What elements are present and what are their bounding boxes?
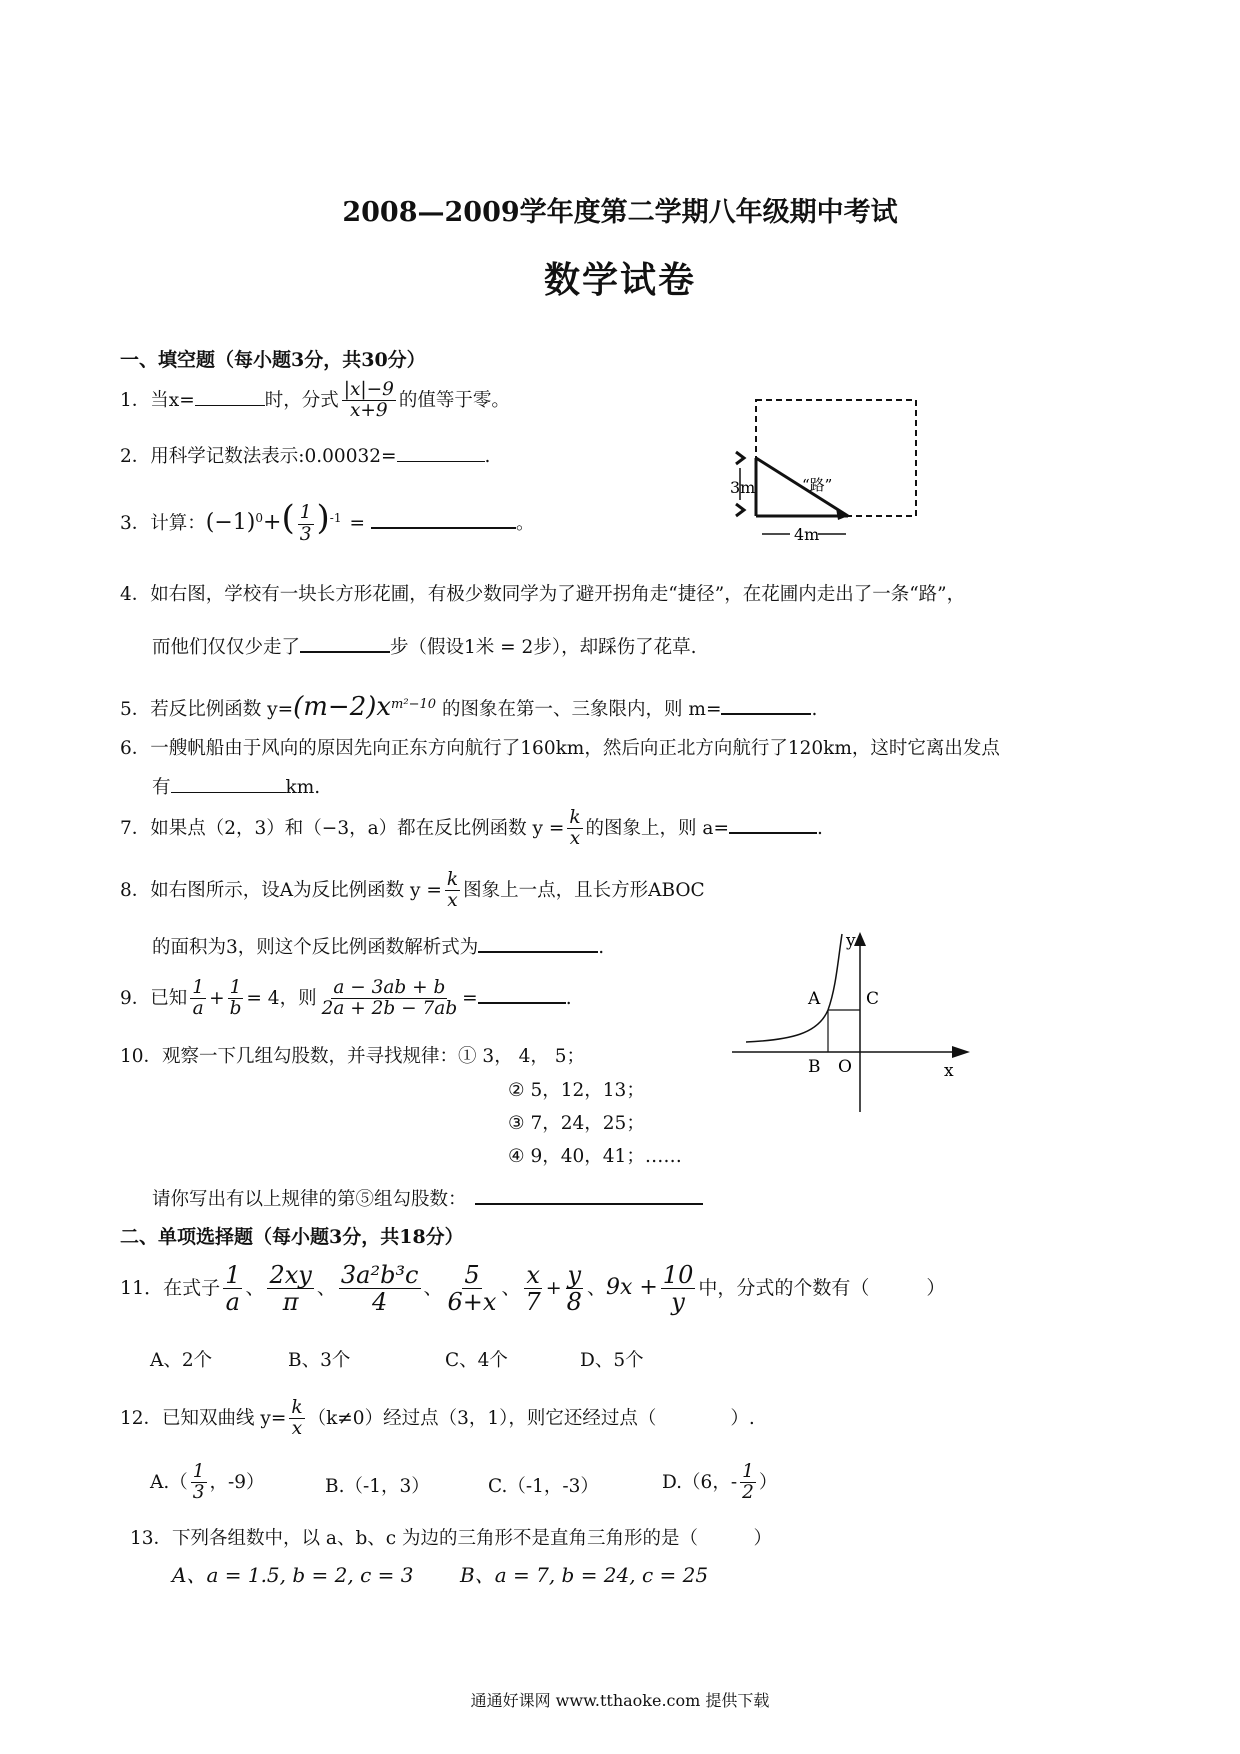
q2-text: 2．用科学记数法表示:0.00032= [120, 446, 397, 467]
q8-post: . [598, 937, 605, 958]
q5-exponent: m²−10 [391, 696, 437, 712]
question-6-line2 [152, 774, 320, 799]
question-8-line2 [152, 933, 604, 959]
q8-mid: 图象上一点，且长方形ABOC [463, 879, 705, 901]
y-axis-label: y [846, 931, 856, 951]
point-a-label: A [808, 989, 821, 1009]
q8-pre: 8．如右图所示，设A为反比例函数 y = [120, 879, 442, 901]
fraction: $\frac{5}{6+x}$ [447, 1261, 497, 1317]
q1-pre: 1．当x= [120, 389, 195, 411]
question-6 [120, 738, 1000, 760]
q12-option-a[interactable]: A.（ $\frac{1}{3}$ ，-9） [150, 1461, 265, 1504]
q3-exponent: 0 [255, 510, 264, 525]
answer-blank[interactable] [171, 774, 286, 793]
q10-row-2: ② 5，12，13； [508, 1080, 645, 1101]
paper-subtitle: 数学试卷 [543, 259, 696, 301]
question-4 [120, 584, 965, 606]
q5-mid: 的图象在第一、三象限内，则 m= [442, 699, 722, 720]
y-axis-arrow-icon [854, 932, 866, 946]
x-axis-arrow-icon [952, 1046, 970, 1058]
q5-pre: 5．若反比例函数 y= [120, 699, 294, 720]
q11-term7: 9x + [605, 1274, 658, 1300]
q5-post: . [811, 699, 818, 720]
section-2-heading: 二、单项选择题（每小题3分，共18分） [120, 1226, 464, 1248]
fraction: $\frac{10}{y}$ [662, 1261, 694, 1317]
q13-option-b[interactable]: B、a = 7, b = 24, c = 25 [460, 1563, 709, 1587]
fraction: $\frac{k}{x}$ [569, 807, 581, 850]
q3-plus: + [263, 510, 282, 535]
q6-line1: 6．一艘帆船由于风向的原因先向正东方向航行了160km，然后向正北方向航行了120km，这时它离出发点 [120, 738, 1000, 759]
q12-pre: 12．已知双曲线 y= [120, 1407, 287, 1429]
question-2 [120, 443, 490, 468]
origin-label: O [838, 1057, 852, 1077]
exam-title: 2008—2009学年度第二学期八年级期中考试 [342, 197, 898, 228]
footer-source: 通通好课网 www.tthaoke.com 提供下载 [470, 1691, 770, 1710]
q11-option-c[interactable]: C、4个 [445, 1350, 508, 1371]
answer-blank[interactable] [371, 509, 516, 529]
q3-post: 。 [516, 513, 535, 534]
garden-rectangle [756, 400, 916, 516]
width-label: 4m [794, 525, 820, 544]
question-12 [120, 1398, 755, 1440]
question-1 [120, 380, 510, 422]
answer-blank[interactable] [478, 933, 598, 953]
fraction: $\frac{y}{8}$ [566, 1261, 582, 1317]
q7-mid: 的图象上，则 a= [585, 817, 729, 839]
question-3: 3．计算：$(-1)^0+$( $\frac{1}{3}$ )$^{-1}$ = 。 [120, 498, 535, 545]
point-b-label: B [808, 1057, 821, 1077]
q1-post: 的值等于零。 [398, 389, 510, 411]
q1-mid: 时，分式 [264, 389, 339, 411]
fraction: $\frac{a - 3ab + b}{2a + 2b - 7ab}$ [321, 977, 458, 1020]
q10-row-3: ③ 7，24，25； [508, 1113, 645, 1134]
q12-option-c[interactable]: C.（-1，-3） [488, 1476, 599, 1497]
fraction: $\frac{1}{a}$ [192, 977, 205, 1020]
answer-blank[interactable] [397, 443, 485, 462]
q11-pre: 11．在式子 [120, 1276, 221, 1299]
q4-line1: 4．如右图，学校有一块长方形花圃，有极少数同学为了避开拐角走“捷径”，在花圃内走出了一条“路”， [120, 584, 966, 605]
q9-pre: 9．已知 [120, 987, 188, 1009]
q12-post: （k≠0）经过点（3，1），则它还经过点（ ）. [307, 1407, 755, 1429]
question-7 [120, 808, 823, 850]
q12-option-b[interactable]: B.（-1，3） [325, 1476, 430, 1497]
q11-post: 中，分式的个数有（ ） [698, 1276, 946, 1299]
q5-expression: (m−2)x [293, 692, 392, 722]
q3-base: (−1) [205, 510, 256, 535]
fraction: $\frac{1}{3}$ [192, 1461, 205, 1504]
question-4-line2 [152, 633, 696, 659]
fraction: $\frac{2xy}{\pi}$ [269, 1261, 312, 1317]
q13-option-a[interactable]: A、a = 1.5, b = 2, c = 3 [172, 1563, 414, 1587]
q4-post: 步（假设1米 = 2步），却踩伤了花草. [390, 637, 697, 658]
chevron-right-icon [736, 452, 744, 464]
q9-post: . [565, 987, 572, 1009]
answer-blank[interactable] [195, 387, 265, 406]
q11-option-b[interactable]: B、3个 [288, 1350, 351, 1371]
q10-row-4: ④ 9，40，41；…… [508, 1146, 682, 1167]
q10-ask-text: 请你写出有以上规律的第⑤组勾股数： [152, 1189, 467, 1210]
q12-option-d[interactable]: D.（6，- $\frac{1}{2}$ ） [662, 1461, 778, 1504]
chevron-right-icon [736, 504, 744, 516]
q6-pre: 有 [152, 777, 171, 798]
question-13: 13．下列各组数中，以 a、b、c 为边的三角形不是直角三角形的是（ ） [130, 1528, 773, 1549]
garden-figure [720, 398, 920, 548]
fraction: $\frac{1}{b}$ [229, 977, 242, 1020]
road-label: “路” [802, 476, 833, 494]
q6-post: km. [285, 777, 321, 798]
q3-text: 3．计算： [120, 513, 206, 534]
answer-blank[interactable] [478, 984, 566, 1004]
q10-ask [152, 1185, 703, 1211]
question-9 [120, 978, 572, 1020]
fraction: $\frac{x}{7}$ [525, 1261, 541, 1317]
question-5 [120, 692, 817, 723]
q11-option-d[interactable]: D、5个 [580, 1350, 644, 1371]
q7-pre: 7．如果点（2，3）和（−3，a）都在反比例函数 y = [120, 817, 565, 839]
fraction: $\frac{|x|-9}{x+9}$ [343, 379, 394, 422]
q2-post: . [484, 446, 491, 467]
fraction: $\frac{1}{a}$ [225, 1261, 241, 1317]
q11-option-a[interactable]: A、2个 [150, 1350, 213, 1371]
question-10 [120, 1046, 585, 1068]
q4-pre: 而他们仅仅少走了 [152, 637, 301, 658]
hyperbola-figure [730, 930, 990, 1120]
fraction: $\frac{1}{3}$ [299, 502, 312, 545]
q9-mid: = 4，则 [246, 987, 317, 1009]
q7-post: . [816, 817, 823, 839]
height-label: 3m [730, 478, 756, 497]
section-1-heading: 一、填空题（每小题3分，共30分） [120, 349, 426, 371]
q3-exponent2: -1 [329, 510, 342, 525]
q3-equals: = [349, 513, 365, 534]
fraction: $\frac{1}{2}$ [742, 1461, 754, 1504]
fraction: $\frac{\text{3a²b³c}}{4}$ [340, 1261, 419, 1317]
fraction: $\frac{k}{x}$ [446, 869, 459, 912]
q9-plus: + [209, 987, 225, 1009]
q10-line1: 10．观察一下几组勾股数，并寻找规律：① 3， 4， 5； [120, 1046, 585, 1067]
question-11: 11．在式子 $\frac{1}{a}$ 、 $\frac{2xy}{\pi}$ 、 $\frac{\text{3a²b³c}}{4}$ 、 $\frac{5}{6+x}$ 、 $\frac{x}{7}$ + $\frac{y}{8}$ 、9x + $\frac{10}{y}$ 中，分式的个数有（ ） [120, 1261, 946, 1317]
answer-blank[interactable] [721, 695, 811, 715]
question-8 [120, 870, 705, 912]
point-c-label: C [866, 989, 880, 1009]
x-axis-label: x [944, 1061, 954, 1081]
answer-blank[interactable] [729, 814, 817, 834]
answer-blank[interactable] [475, 1185, 703, 1205]
answer-blank[interactable] [300, 633, 390, 653]
fraction: $\frac{k}{x}$ [291, 1397, 303, 1440]
q9-equals: = [462, 987, 478, 1009]
q8-line2: 的面积为3，则这个反比例函数解析式为 [152, 937, 479, 958]
